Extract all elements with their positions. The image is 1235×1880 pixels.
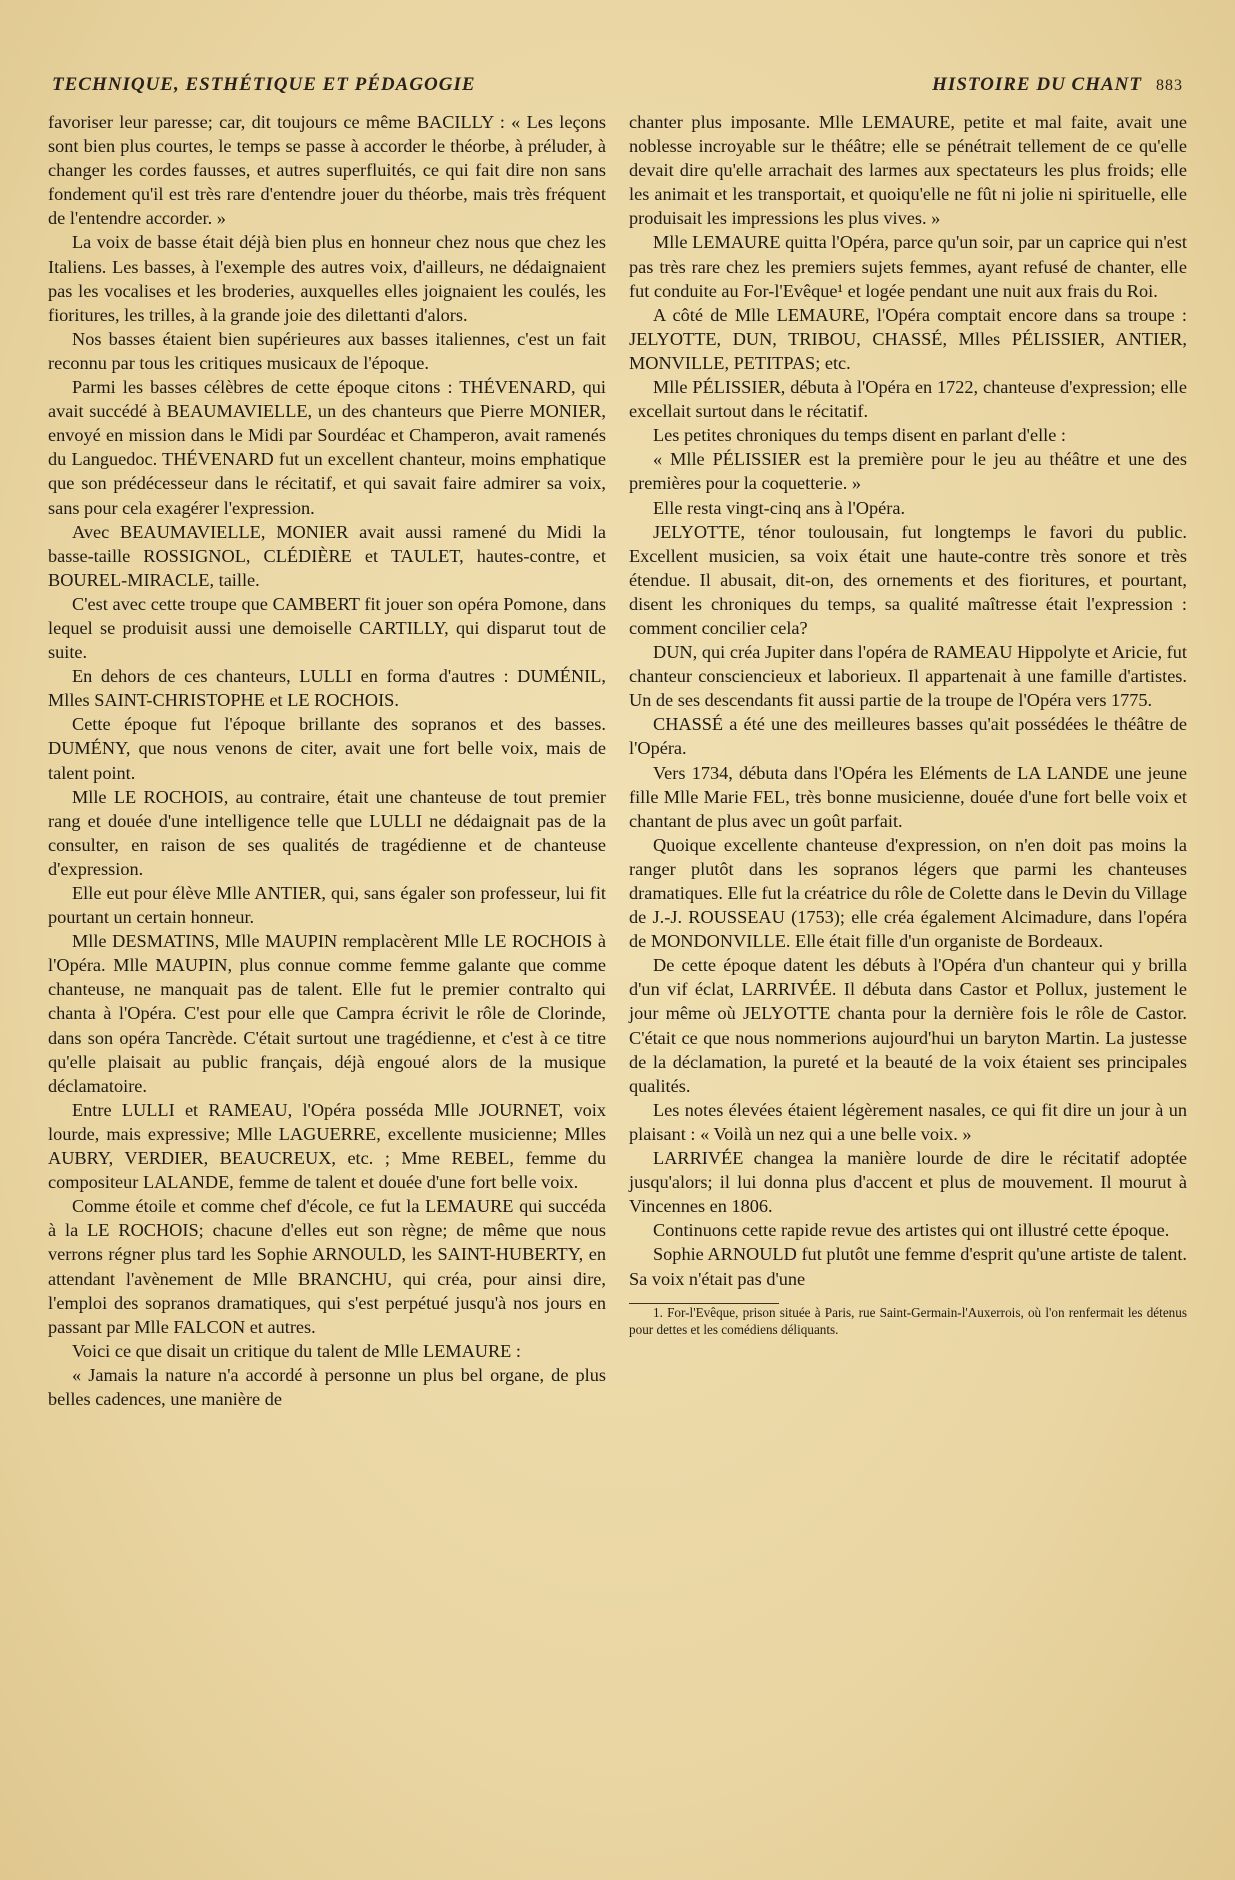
paragraph: « Jamais la nature n'a accordé à personne un plus bel organe, de plus belles cadences, une manière de [48, 1364, 606, 1409]
paragraph: Quoique excellente chanteuse d'expression, on n'en doit pas moins la ranger plutôt dans les sopranos légers que parmi les chanteuses dramatiques. Elle fut la créatrice du rôle de Colette dans le Devin du Village de J.-J. ROUSSEAU (1753); elle créa également Alcimadure, dans l'opéra de MONDONVILLE. Elle était fille d'un organiste de Bordeaux. [629, 834, 1187, 952]
paragraph: Entre LULLI et RAMEAU, l'Opéra posséda Mlle JOURNET, voix lourde, mais expressive; Mlle LAGUERRE, excellente musicienne; Mlles AUBRY, VERDIER, BEAUCREUX, etc. ; Mme REBEL, femme du compositeur LALANDE, femme de talent et douée d'une fort belle voix. [48, 1099, 606, 1193]
paragraph: Sophie ARNOULD fut plutôt une femme d'esprit qu'une artiste de talent. Sa voix n'était pas d'une [629, 1244, 1187, 1289]
paragraph: En dehors de ces chanteurs, LULLI en forma d'autres : DUMÉNIL, Mlles SAINT-CHRISTOPHE et LE ROCHOIS. [48, 666, 606, 711]
paragraph: Elle eut pour élève Mlle ANTIER, qui, sans égaler son professeur, lui fit pourtant un certain honneur. [48, 883, 606, 928]
paragraph: Les notes élevées étaient légèrement nasales, ce qui fit dire un jour à un plaisant : « Voilà un nez qui a une belle voix. » [629, 1099, 1187, 1144]
paragraph: C'est avec cette troupe que CAMBERT fit jouer son opéra Pomone, dans lequel se produisit aussi une demoiselle CARTILLY, qui disparut tout de suite. [48, 593, 606, 663]
text-columns [48, 110, 1187, 1830]
right-column [629, 110, 1187, 1830]
paragraph: « Mlle PÉLISSIER est la première pour le jeu au théâtre et une des premières pour la coquetterie. » [629, 449, 1187, 494]
header-title: HISTOIRE DU CHANT [932, 74, 1142, 95]
paragraph: A côté de Mlle LEMAURE, l'Opéra comptait encore dans sa troupe : JELYOTTE, DUN, TRIBOU, CHASSÉ, Mlles PÉLISSIER, ANTIER, MONVILLE, PETITPAS; etc. [629, 304, 1187, 373]
paragraph: De cette époque datent les débuts à l'Opéra d'un chanteur qui y brilla d'un vif éclat, LARRIVÉE. Il débuta dans Castor et Pollux, justement le jour même où JELYOTTE chanta pour la dernière fois le rôle de Castor. C'était ce que nous nommerions aujourd'hui un baryton Martin. La justesse de la déclamation, la pureté et la beauté de la voix étaient ses principales qualités. [629, 955, 1187, 1096]
header-left: TECHNIQUE, ESTHÉTIQUE ET PÉDAGOGIE [52, 74, 476, 95]
paragraph: Les petites chroniques du temps disent en parlant d'elle : [653, 425, 1066, 446]
paragraph: Nos basses étaient bien supérieures aux basses italiennes, c'est un fait reconnu par tous les critiques musicaux de l'époque. [48, 328, 606, 373]
paragraph: Mlle DESMATINS, Mlle MAUPIN remplacèrent Mlle LE ROCHOIS à l'Opéra. Mlle MAUPIN, plus connue comme femme galante que comme chanteuse, ne manquait pas de talent. Elle fut le premier contralto qui chanta à l'Opéra. C'est pour elle que Campra écrivit le rôle de Clorinde, dans son opéra Tancrède. C'était surtout une tragédienne, et c'est à ce titre qu'elle plaisait au public français, déjà engoué alors de la musique déclamatoire. [48, 931, 606, 1096]
paragraph: chanter plus imposante. Mlle LEMAURE, petite et mal faite, avait une noblesse incroyable sur le théâtre; elle se pénétrait tellement de ce qu'elle devait dire qu'elle arrachait des larmes aux spectateurs les plus froids; elle les animait et les transportait, et quoiqu'elle ne fût ni jolie ni spirituelle, elle produisait les impressions les plus vives. » [629, 112, 1187, 229]
paragraph: Vers 1734, débuta dans l'Opéra les Eléments de LA LANDE une jeune fille Mlle Marie FEL, très bonne musicienne, douée d'une fort belle voix et chantant de plus avec un goût parfait. [629, 762, 1187, 831]
paragraph: LARRIVÉE changea la manière lourde de dire le récitatif adoptée jusqu'alors; il lui donna plus d'accent et plus de mouvement. Il mourut à Vincennes en 1806. [629, 1148, 1187, 1217]
header-right [932, 74, 1183, 96]
paragraph: CHASSÉ a été une des meilleures basses qu'ait possédées le théâtre de l'Opéra. [629, 714, 1187, 759]
paragraph: DUN, qui créa Jupiter dans l'opéra de RAMEAU Hippolyte et Aricie, fut chanteur consciencieux et laborieux. Il appartenait à une famille d'artistes. Un de ses descendants fit aussi partie de la troupe de l'Opéra vers 1775. [629, 642, 1187, 711]
paragraph: Avec BEAUMAVIELLE, MONIER avait aussi ramené du Midi la basse-taille ROSSIGNOL, CLÉDIÈRE et TAULET, hautes-contre, et BOUREL-MIRACLE, taille. [48, 521, 606, 590]
paragraph: Mlle PÉLISSIER, débuta à l'Opéra en 1722, chanteuse d'expression; elle excellait surtout dans le récitatif. [629, 377, 1187, 422]
paragraph: La voix de basse était déjà bien plus en honneur chez nous que chez les Italiens. Les basses, à l'exemple des autres voix, d'ailleurs, ne dédaignaient pas les vocalises et les broderies, auxquelles elles joignaient les coulés, les fioritures, les trilles, à la grande joie des dilettanti d'alors. [48, 232, 606, 325]
running-head [52, 74, 1183, 100]
page-number: 883 [1156, 77, 1183, 94]
left-column [48, 110, 606, 1830]
paragraph: Cette époque fut l'époque brillante des sopranos et des basses. DUMÉNY, que nous venons de citer, avait une fort belle voix, mais de talent point. [48, 714, 606, 783]
paragraph: Mlle LEMAURE quitta l'Opéra, parce qu'un soir, par un caprice qui n'est pas très rare chez les premiers sujets femmes, ayant refusé de chanter, elle fut conduite au For-l'Evêque¹ et logée pendant une nuit aux frais du Roi. [629, 232, 1187, 301]
paragraph: JELYOTTE, ténor toulousain, fut longtemps le favori du public. Excellent musicien, sa voix était une haute-contre très sonore et très étendue. Il abusait, dit-on, des ornements et des fioritures, et pourtant, disent les chroniques du temps, sa qualité maîtresse était l'expression : comment concilier cela? [629, 521, 1187, 638]
paragraph: Continuons cette rapide revue des artistes qui ont illustré cette époque. [653, 1220, 1170, 1241]
paragraph: favoriser leur paresse; car, dit toujours ce même BACILLY : « Les leçons sont bien plus courtes, le temps se passe à accorder le théorbe, à préluder, à changer les cordes fausses, et autres superfluités, ce qui fait dire non sans fondement qu'il est très rare d'entendre jouer du théorbe, mais très fréquent de l'entendre accorder. » [48, 112, 606, 229]
paragraph: Mlle LE ROCHOIS, au contraire, était une chanteuse de tout premier rang et douée d'une intelligence telle que LULLI ne dédaignait pas de la consulter, en raison de ses qualités de tragédienne et de chanteuse d'expression. [48, 786, 606, 879]
paragraph: Voici ce que disait un critique du talent de Mlle LEMAURE : [72, 1340, 521, 1361]
paragraph: Comme étoile et comme chef d'école, ce fut la LEMAURE qui succéda à la LE ROCHOIS; chacune d'elles eut son règne; de même que nous verrons régner plus tard les Sophie ARNOULD, les SAINT-HUBERTY, en attendant l'avènement de Mlle BRANCHU, qui créa, pour ainsi dire, l'emploi des sopranos dramatiques, qui s'est perpétué jusqu'à nos jours en passant par Mlle FALCON et autres. [48, 1196, 606, 1337]
paragraph: Parmi les basses célèbres de cette époque citons : THÉVENARD, qui avait succédé à BEAUMAVIELLE, un des chanteurs que Pierre MONIER, envoyé en mission dans le Midi par Sourdéac et Champeron, avait ramenés du Languedoc. THÉVENARD fut un excellent chanteur, moins emphatique que son prédécesseur dans le récitatif, et qui savait faire admirer sa voix, sans pour cela exagérer l'expression. [48, 377, 606, 518]
footnote: 1. For-l'Evêque, prison située à Paris, rue Saint-Germain-l'Auxerrois, où l'on renfermait les détenus pour dettes et les comédiens déliquants. [629, 1304, 1187, 1337]
paragraph: Elle resta vingt-cinq ans à l'Opéra. [653, 497, 906, 518]
